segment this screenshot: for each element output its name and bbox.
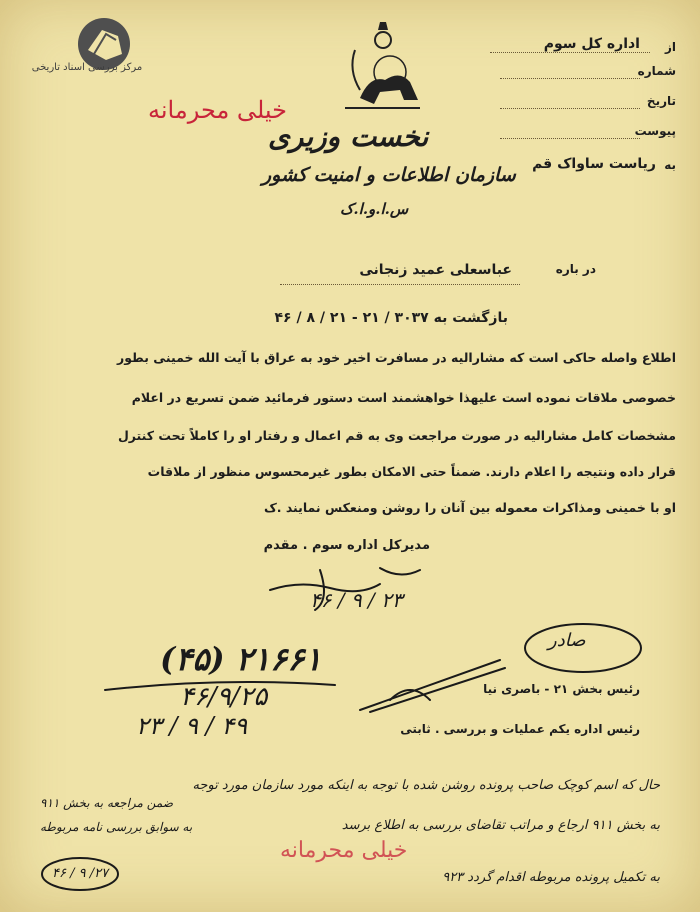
bottom-handwritten-line-1: حال که اسم کوچک صاحب پرونده روشن شده با توجه به اینکه مورد سازمان مورد توجه xyxy=(192,778,660,793)
left-note-line-2: به سوابق بررسی نامه مربوطه xyxy=(40,820,193,834)
handwritten-date-bottom: ۴۹ / ۹ / ۲۳ xyxy=(136,712,248,740)
left-note-line-1: ضمن مراجعه به بخش ۹۱۱ xyxy=(40,796,174,810)
from-value: اداره کل سوم xyxy=(543,36,640,52)
section-head-title: رئیس بخش ۲۱ - باصری نیا xyxy=(483,682,640,696)
subject-dotted-line xyxy=(280,284,520,285)
body-line-4: قرار داده ونتیجه را اعلام دارند. ضمناً حتی الامکان بطور غیرمحسوس منظور از ملاقات xyxy=(147,464,676,479)
handwritten-date-note: ۲۳ / ۹ / ۴۶ xyxy=(310,588,403,612)
department-head-title: رئیس اداره یکم عملیات و بررسی . ثابتی xyxy=(400,722,640,736)
body-line-1: اطلاع واصله حاکی است که مشارالیه در مسافرت اخیر خود به عراق با آیت الله خمینی بطور xyxy=(117,350,676,365)
ministry-title: نخست وزیری xyxy=(268,120,429,153)
body-line-5: او با خمینی ومذاکرات معموله بین آنان را روشن ومنعکس نمایند .ک xyxy=(263,500,676,515)
subject-value: عباسعلی عمید زنجانی xyxy=(359,262,512,278)
organization-code: س.ا.و.ا.ک xyxy=(340,200,409,218)
attachment-label: پیوست xyxy=(634,124,676,138)
bottom-handwritten-line-3: به تکمیل پرونده مربوطه اقدام گردد ۹۲۳ xyxy=(442,870,660,885)
from-dotted-line xyxy=(490,52,650,53)
archive-logo xyxy=(22,14,152,84)
organization-name: سازمان اطلاعات و امنیت کشور xyxy=(262,164,516,186)
handwritten-number-note: ۴۶/۹/۲۵ xyxy=(180,682,268,712)
date-dotted-line xyxy=(500,108,640,109)
lion-and-sun-emblem-icon xyxy=(340,20,430,115)
repeat-classification-stamp: خیلی محرمانه xyxy=(280,838,408,863)
to-label: به xyxy=(664,158,676,172)
received-note: صادر xyxy=(548,630,586,651)
archive-logo-text: مرکز بررسی اسناد تاریخی xyxy=(31,62,143,73)
date-label: تاریخ xyxy=(646,94,676,108)
left-note-date: ۲۷/ ۹ / ۴۶ xyxy=(52,866,109,881)
subject-label: در باره xyxy=(555,262,596,276)
bottom-handwritten-line-2: به بخش ۹۱۱ ارجاع و مراتب تقاضای بررسی به اطلاع برسد xyxy=(341,818,660,833)
reference-line: بازگشت به ۳۰۳۷ / ۲۱ - ۲۱ / ۸ / ۴۶ xyxy=(274,310,508,326)
signature-line: مدیرکل اداره سوم . مقدم xyxy=(263,538,430,553)
number-dotted-line xyxy=(500,78,640,79)
from-label: از xyxy=(664,40,676,54)
body-line-2: خصوصی ملاقات نموده است علیهذا خواهشمند است دستور فرمائید ضمن تسریع در اعلام xyxy=(131,390,676,405)
classification-stamp: خیلی محرمانه xyxy=(148,96,287,124)
number-label: شماره xyxy=(637,64,676,78)
attachment-dotted-line xyxy=(500,138,640,139)
body-line-3: مشخصات کامل مشارالیه در صورت مراجعت وی به قم اعمال و رفتار او را کاملاً تحت کنترل xyxy=(117,428,676,443)
to-value: ریاست ساواک قم xyxy=(532,156,656,172)
handwritten-file-number: ۲۱۶۶۱ (۴۵) xyxy=(160,640,322,678)
